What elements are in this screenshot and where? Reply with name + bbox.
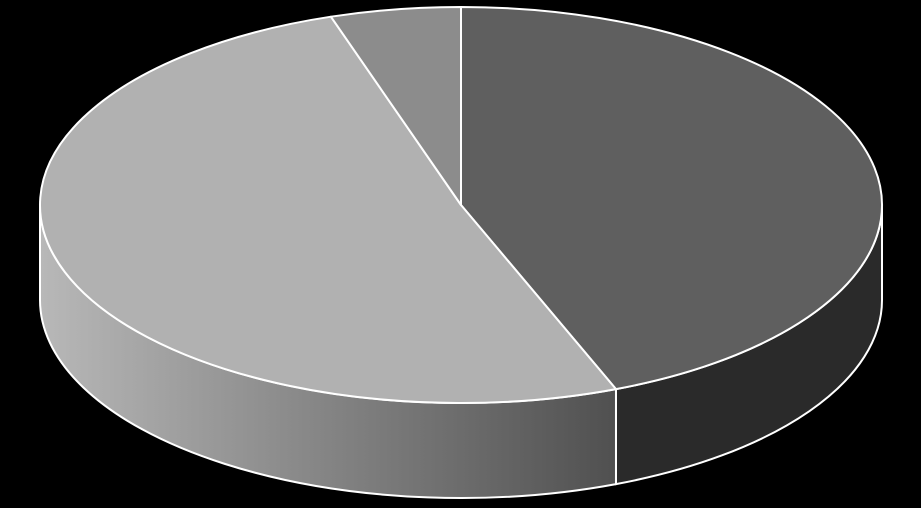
pie-slices bbox=[40, 7, 882, 403]
